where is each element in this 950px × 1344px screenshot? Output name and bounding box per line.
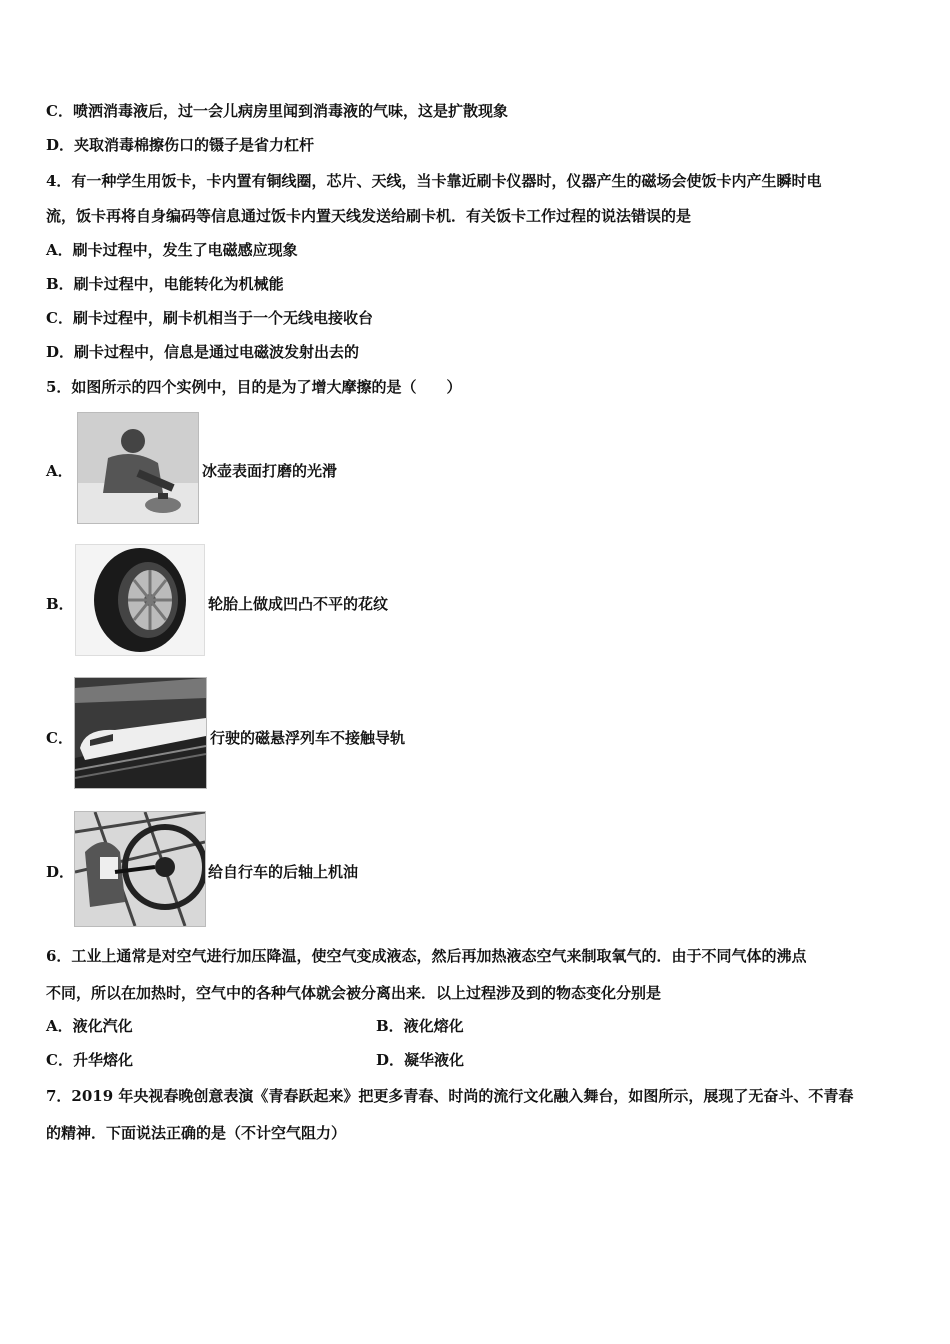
q5-option-b-text: 轮胎上做成凹凸不平的花纹 xyxy=(208,595,389,613)
q4-stem-line1: 4．有一种学生用饭卡，卡内置有铜线圈，芯片、天线，当卡靠近刷卡仪器时，仪器产生的磁场会使饭卡内产生瞬时电 xyxy=(46,172,822,190)
q5-option-d-letter: D． xyxy=(46,863,75,881)
q5-option-d-text: 给自行车的后轴上机油 xyxy=(208,863,359,881)
q3-option-d: D．夹取消毒棉擦伤口的镊子是省力杠杆 xyxy=(46,136,315,154)
q5-option-b-letter: B． xyxy=(46,595,74,613)
maglev-train-photo xyxy=(74,677,207,789)
q5-option-a-letter: A． xyxy=(46,462,73,480)
q7-stem-line1: 7．2019 年央视春晚创意表演《青春跃起来》把更多青春、时尚的流行文化融入舞台，如图所示，展现了无奋斗、不青春 xyxy=(46,1087,854,1105)
q6-stem-line1: 6．工业上通常是对空气进行加压降温，使空气变成液态，然后再加热液态空气来制取氧气的．由于不同气体的沸点 xyxy=(46,947,807,965)
q6-option-d: D．凝华液化 xyxy=(376,1051,465,1069)
q4-option-d: D．刷卡过程中，信息是通过电磁波发射出去的 xyxy=(46,343,360,361)
q4-option-b: B．刷卡过程中，电能转化为机械能 xyxy=(46,275,284,293)
curling-photo xyxy=(77,412,199,524)
q4-option-a: A．刷卡过程中，发生了电磁感应现象 xyxy=(46,241,298,259)
q6-option-b: B．液化熔化 xyxy=(376,1017,464,1035)
q6-option-a: A．液化汽化 xyxy=(46,1017,133,1035)
q5-stem: 5．如图所示的四个实例中，目的是为了增大摩擦的是（ ） xyxy=(46,378,462,396)
bicycle-oiling-photo xyxy=(74,811,206,927)
q6-stem-line2: 不同，所以在加热时，空气中的各种气体就会被分离出来．以上过程涉及到的物态变化分别是 xyxy=(46,984,662,1002)
q7-stem-line2: 的精神．下面说法正确的是（不计空气阻力） xyxy=(46,1124,347,1142)
q3-option-c: C．喷洒消毒液后，过一会儿病房里闻到消毒液的气味，这是扩散现象 xyxy=(46,102,508,120)
q5-option-c-text: 行驶的磁悬浮列车不接触导轨 xyxy=(210,729,406,747)
q6-option-c: C．升华熔化 xyxy=(46,1051,133,1069)
q4-stem-line2: 流，饭卡再将自身编码等信息通过饭卡内置天线发送给刷卡机．有关饭卡工作过程的说法错误的是 xyxy=(46,207,692,225)
q4-option-c: C．刷卡过程中，刷卡机相当于一个无线电接收台 xyxy=(46,309,373,327)
tire-photo xyxy=(75,544,205,656)
q5-option-a-text: 冰壶表面打磨的光滑 xyxy=(202,462,338,480)
q5-option-c-letter: C． xyxy=(46,729,73,747)
